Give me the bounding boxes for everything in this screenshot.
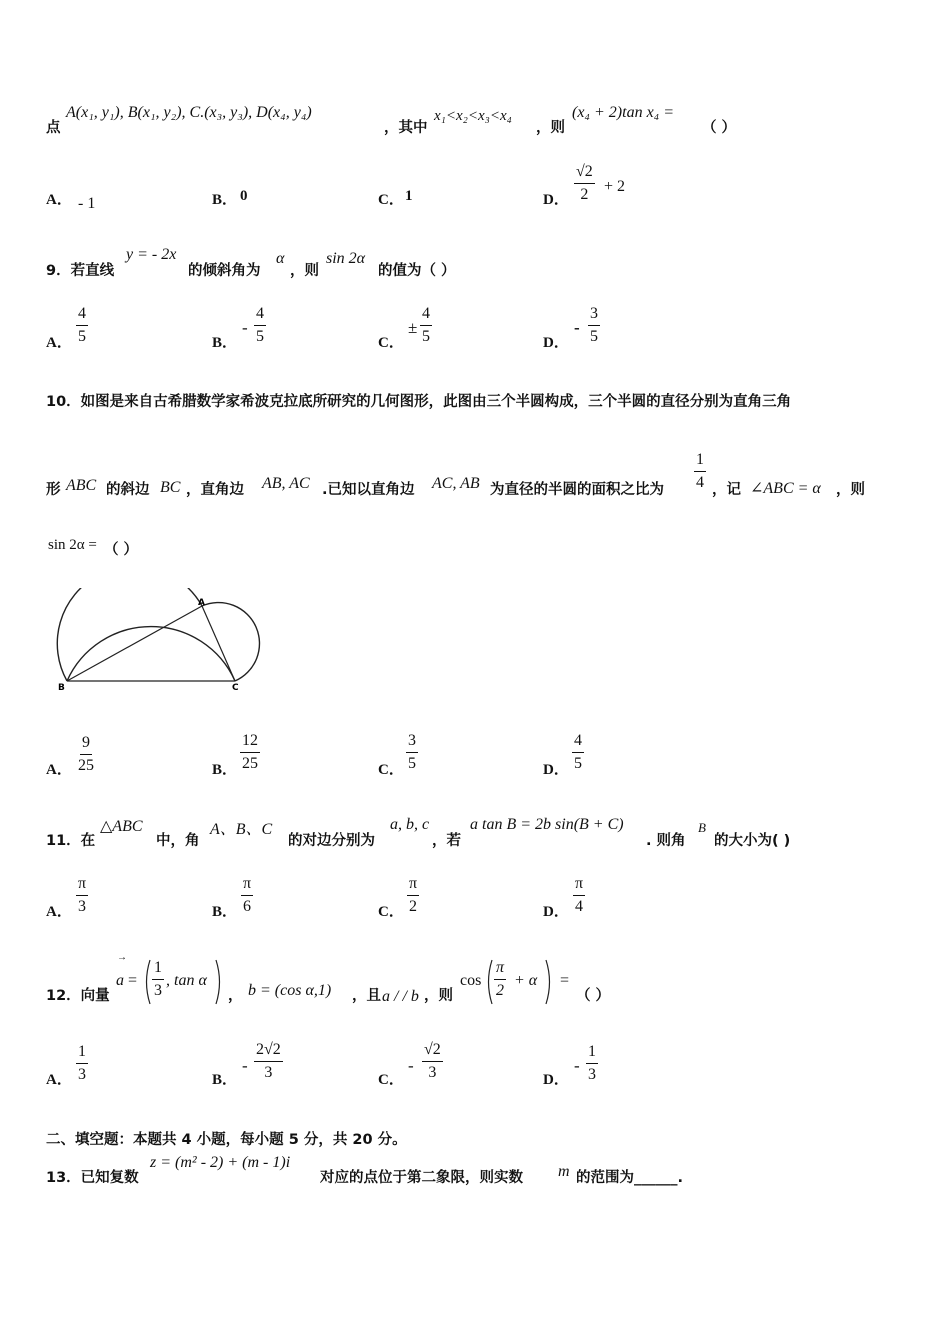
q11-equation: a tan B = 2b sin(B + C) [470,816,624,833]
q12-vector-a: a [116,972,124,989]
q11-option-c-fraction [407,876,419,915]
q10-option-d-label: D． [543,762,569,778]
q11-option-d-fraction [573,876,585,915]
fraction-denominator: 5 [408,755,416,772]
q9-option-a-label: A． [46,335,72,351]
q10-bc: BC [160,479,181,496]
q9-option-d-sign: - [574,318,580,337]
q10-text-e: 为直径的半圆的面积之比为 [490,482,664,498]
q12-equals-2: = [560,972,570,989]
section-2-title: 二、填空题：本题共 4 小题，每小题 5 分，共 20 分。 [46,1132,407,1148]
fraction-numerator: 1 [152,960,164,980]
fraction-denominator: 2 [496,982,504,999]
fraction-denominator: 3 [264,1064,273,1081]
q8-option-d-label: D． [543,192,569,208]
fraction-numerator: π [573,876,585,896]
fraction-numerator: π [407,876,419,896]
q8-option-a-value: - 1 [78,195,96,212]
fraction-denominator: 3 [428,1064,437,1081]
q12-option-d-fraction [586,1044,598,1083]
q12-text-3: ，则 [424,988,453,1004]
q9-sin-expression: sin 2α [326,250,366,267]
q10-triangle-abc: ABC [66,477,97,494]
right-paren-icon [544,958,554,1006]
q10-sin-expression: sin 2α = [48,537,97,553]
q12-plus-alpha: + α [514,972,538,989]
q9-option-c-sign: ± [408,318,418,337]
q8-paren: （ ） [702,120,737,136]
q8-option-b-label: B． [212,192,238,208]
q10-text-a: 形 [46,482,61,498]
q12-option-d-label: D． [543,1072,569,1088]
q10-option-c-label: C． [378,762,404,778]
label-c: C [232,683,239,692]
q12-a-fraction [152,960,164,999]
q11-text-4: . 则角 [646,833,686,849]
fraction-numerator: π [76,876,88,896]
fraction-denominator: 4 [575,898,584,915]
q10-text-b: 的斜边 [106,482,150,498]
q12-text-2: ，且 [352,988,381,1004]
q8-option-c-value: 1 [405,188,413,204]
fraction-numerator: π [494,960,506,980]
label-b: B [58,683,65,692]
q12-pi-fraction [494,960,506,999]
left-paren-icon [484,958,494,1006]
fraction-denominator: 3 [154,982,162,999]
fraction-denominator: 3 [78,898,87,915]
q11-option-d-label: D． [543,904,569,920]
fraction-numerator: 3 [588,306,600,326]
q9-option-b-sign: - [242,318,248,337]
q10-option-c-fraction [406,733,418,772]
q9-text-3: 的值为（ ） [378,263,456,279]
q10-option-b-label: B． [212,762,238,778]
q10-option-a-fraction [76,735,96,774]
fraction-numerator: 2√2 [254,1042,283,1062]
q11-text-1: 中，角 [156,833,200,849]
fraction-numerator: √2 [422,1042,443,1062]
q8-option-d-tail: + 2 [604,178,626,195]
q11-angles: A、B、C [210,821,273,838]
q12-option-c-label: C． [378,1072,404,1088]
q10-line-1: 10．如图是来自古希腊数学家希波克拉底所研究的几何图形，此图由三个半圆构成，三个半圆的直径分别为直角三角 [46,394,792,410]
fraction-numerator: 1 [76,1044,88,1064]
fraction-numerator: √2 [574,164,595,184]
q9-option-d-fraction [588,306,600,345]
q9-option-c-fraction [420,306,432,345]
q12-option-b-label: B． [212,1072,238,1088]
q8-option-b-value: 0 [240,188,248,204]
q11-b: B [698,820,706,835]
q13-text-2: 的范围为______. [576,1170,684,1186]
fraction-denominator: 5 [422,328,430,345]
fraction-numerator: 12 [240,733,260,753]
q8-lead: 点 [46,120,61,136]
fraction-numerator: 4 [420,306,432,326]
fraction-numerator: 4 [76,306,88,326]
q11-sides: a, b, c [390,816,430,833]
q10-ratio-fraction [694,452,706,491]
q11-text-2: 的对边分别为 [288,833,375,849]
q11-text-5: 的大小为( ) [714,833,791,849]
left-paren-icon [142,958,152,1006]
q8-option-c-label: C． [378,192,404,208]
q12-parallel: a / / b [382,988,419,1005]
q8-option-d-fraction [574,164,595,203]
semicircle-ac [202,603,259,681]
q10-angle: ∠ABC = α [750,480,821,497]
q10-text-c: ，直角边 [186,482,244,498]
fraction-numerator: 1 [586,1044,598,1064]
q9-text-2: ，则 [290,263,319,279]
fraction-denominator: 4 [696,474,704,491]
fraction-denominator: 2 [409,898,418,915]
fraction-numerator: 4 [254,306,266,326]
fraction-denominator: 5 [78,328,86,345]
q11-number: 11．在 [46,833,96,849]
q12-option-a-fraction [76,1044,88,1083]
q9-text-1: 的倾斜角为 [188,263,261,279]
fraction-denominator: 3 [588,1066,596,1083]
q12-vector-b: b = (cos α,1) [248,982,332,999]
q11-triangle: △ABC [100,818,143,835]
q8-option-a-label: A． [46,192,72,208]
q9-option-c-label: C． [378,335,404,351]
q12-option-b-sign: - [242,1056,248,1075]
q10-option-d-fraction [572,733,584,772]
q12-number: 12．向量 [46,988,110,1004]
q10-text-f: ，记 [712,482,741,498]
fraction-numerator: 4 [572,733,584,753]
q9-option-b-fraction [254,306,266,345]
fraction-denominator: 2 [580,186,589,203]
q12-comma: ， [228,988,243,1004]
q10-option-a-label: A． [46,762,72,778]
q8-points: A(x₁, y₁), B(x₁, y₂), C.(x₃, y₃), D(x₄, y₄) [66,104,312,121]
fraction-denominator: 6 [243,898,252,915]
q12-paren: （ ） [576,988,611,1004]
fraction-numerator: 1 [694,452,706,472]
q9-option-a-fraction [76,306,88,345]
fraction-numerator: 9 [80,735,92,755]
q10-paren: （ ） [104,542,139,558]
fraction-denominator: 5 [256,328,264,345]
q12-equals-1: = [128,972,138,989]
q9-line-equation: y = - 2x [126,246,177,263]
q8-then: ，则 [536,120,565,136]
q10-ab-ac: AB, AC [262,475,310,492]
q9-alpha: α [276,250,285,267]
fraction-numerator: π [241,876,253,896]
q12-option-b-fraction [254,1042,283,1081]
q9-option-d-label: D． [543,335,569,351]
semicircle-ab [57,588,202,681]
q8-where: ，其中 [384,120,428,136]
vector-arrow-icon: → [117,952,127,963]
q10-text-g: ，则 [836,482,865,498]
q9-option-b-label: B． [212,335,238,351]
q11-option-b-fraction [241,876,253,915]
right-paren-icon [214,958,224,1006]
q13-number: 13．已知复数 [46,1170,139,1186]
q10-option-b-fraction [240,733,260,772]
fraction-denominator: 25 [242,755,258,772]
q12-option-d-sign: - [574,1056,580,1075]
segment-ab [67,606,202,681]
q9-number: 9．若直线 [46,263,115,279]
fraction-numerator: 3 [406,733,418,753]
fraction-denominator: 3 [78,1066,86,1083]
q12-tan: , tan α [166,972,207,989]
segment-ac [202,606,235,681]
q12-option-a-label: A． [46,1072,72,1088]
label-a: A [198,598,205,608]
q11-option-c-label: C． [378,904,404,920]
q10-text-d: .已知以直角边 [322,482,415,498]
q13-m: m [558,1163,570,1180]
q10-ac-ab: AC, AB [432,475,480,492]
q11-option-b-label: B． [212,904,238,920]
q13-expression: z = (m² - 2) + (m - 1)i [150,1154,291,1171]
fraction-denominator: 5 [574,755,582,772]
q8-expr: (x₄ + 2)tan x₄ = [572,104,675,121]
q11-option-a-label: A． [46,904,72,920]
q12-option-c-fraction [422,1042,443,1081]
q8-order: x₁<x₂<x₃<x₄ [434,108,512,124]
hippocrates-figure [50,588,270,692]
q11-text-3: ，若 [432,833,461,849]
q13-text-1: 对应的点位于第二象限，则实数 [320,1170,523,1186]
fraction-denominator: 5 [590,328,598,345]
q12-option-c-sign: - [408,1056,414,1075]
fraction-denominator: 25 [78,757,94,774]
q11-option-a-fraction [76,876,88,915]
q12-cos: cos [460,972,482,989]
